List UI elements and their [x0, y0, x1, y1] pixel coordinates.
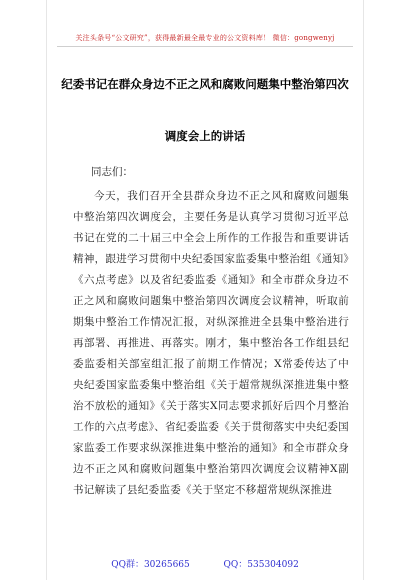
document-title-line-1: 纪委书记在群众身边不正之风和腐败问题集中整治第四次 — [61, 77, 349, 91]
document-page — [46, 0, 364, 580]
footer-qq-group: QQ群：30265665 — [111, 560, 190, 570]
salutation: 同志们： — [91, 166, 133, 178]
body-paragraph: 今天，我们召开全县群众身边不正之风和腐败问题集中整治第四次调度会，主要任务是认真学习贯彻习近平总书记在党的二十届三中全会上所作的工作报告和重要讲话精神，跟进学习贯彻中央纪委国家监委集中整治组《通知》《六点考虑》以及省纪委监委《通知》和全市群众身边不正之风和腐败问题集中整治第四次调度会议精神，听取前期集中整治工作情况汇报，对纵深推进全县集中整治进行再部署、再推进、再落实。刚才，集中整治各工作组县纪委监委相关部室组汇报了前期工作情况；X常委传达了中央纪委国家监委集中整治组《关于超常规纵深推进集中整治不放松的通知》《关于落实X同志要求抓好后四个月整治工作的六点考虑》、省纪委监委《关于贯彻落实中央纪委国家监委工作要求纵深推进集中整治的通知》和全市群众身边不正之风和腐败问题集中整治第四次调度会议精神X副书记解读了县纪委监委《关于坚定不移超常规纵深推进 — [73, 190, 349, 496]
footer-qq: QQ：535304092 — [223, 560, 299, 570]
header-divider — [57, 46, 353, 47]
header-notice: 关注头条号“公文研究”，获得最新最全最专业的公文资料库！ 微信：gongwenyj — [75, 34, 335, 42]
document-title-line-2: 调度会上的讲话 — [164, 129, 246, 143]
footer-contact — [47, 557, 363, 570]
